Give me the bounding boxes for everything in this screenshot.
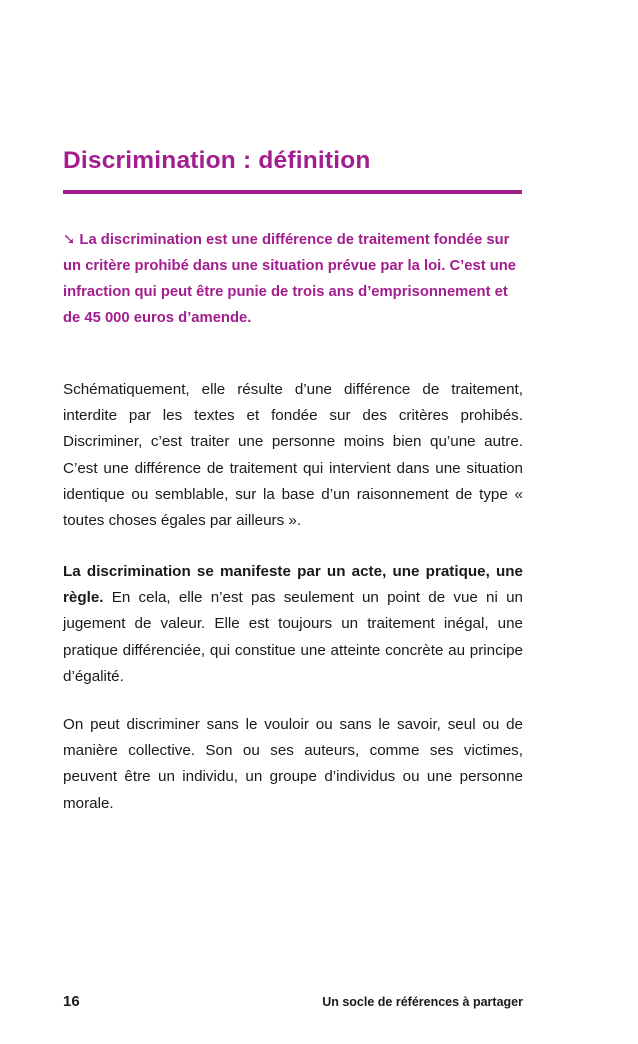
body-paragraph-3: On peut discriminer sans le vouloir ou sans le savoir, seul ou de manière collective. Son ou ses auteurs, comme ses victimes, peuvent être un individu, un groupe d’individus ou une personne morale. (63, 716, 523, 812)
arrow-icon: ➘ (63, 232, 76, 248)
body-paragraph-1: Schématiquement, elle résulte d’une différence de traitement, interdite par les textes et fondée sur des critères prohibés. Discriminer, c’est traiter une personne moins bien qu’une autre. C’est une différence de traitement qui intervient dans une situation identique ou semblable, sur la base d’un raisonnement de type « toutes choses égales par ailleurs ». (63, 381, 523, 530)
page-number: 16 (63, 993, 80, 1010)
body-paragraph-2 (63, 559, 523, 690)
lead-text: La discrimination est une différence de traitement fondée sur un critère prohibé dans une situation prévue par la loi. C’est une infraction qui peut être punie de trois ans d’emprisonnement et de 45 000 euros d’amende. (63, 232, 517, 326)
running-title: Un socle de références à partager (322, 995, 523, 1009)
lead-paragraph (63, 227, 523, 331)
body-paragraph-2-text: En cela, elle n’est pas seulement un point de vue ni un jugement de valeur. Elle est toujours un traitement inégal, une pratique différenciée, qui constitue une atteinte concrète au principe d’égalité. (63, 589, 523, 685)
document-page (63, 0, 523, 1044)
body-paragraph-2-bold: La discrimination se manifeste par un acte, une pratique, une règle. (63, 563, 523, 607)
title-underline (63, 190, 522, 194)
page-title: Discrimination : définition (63, 147, 371, 174)
